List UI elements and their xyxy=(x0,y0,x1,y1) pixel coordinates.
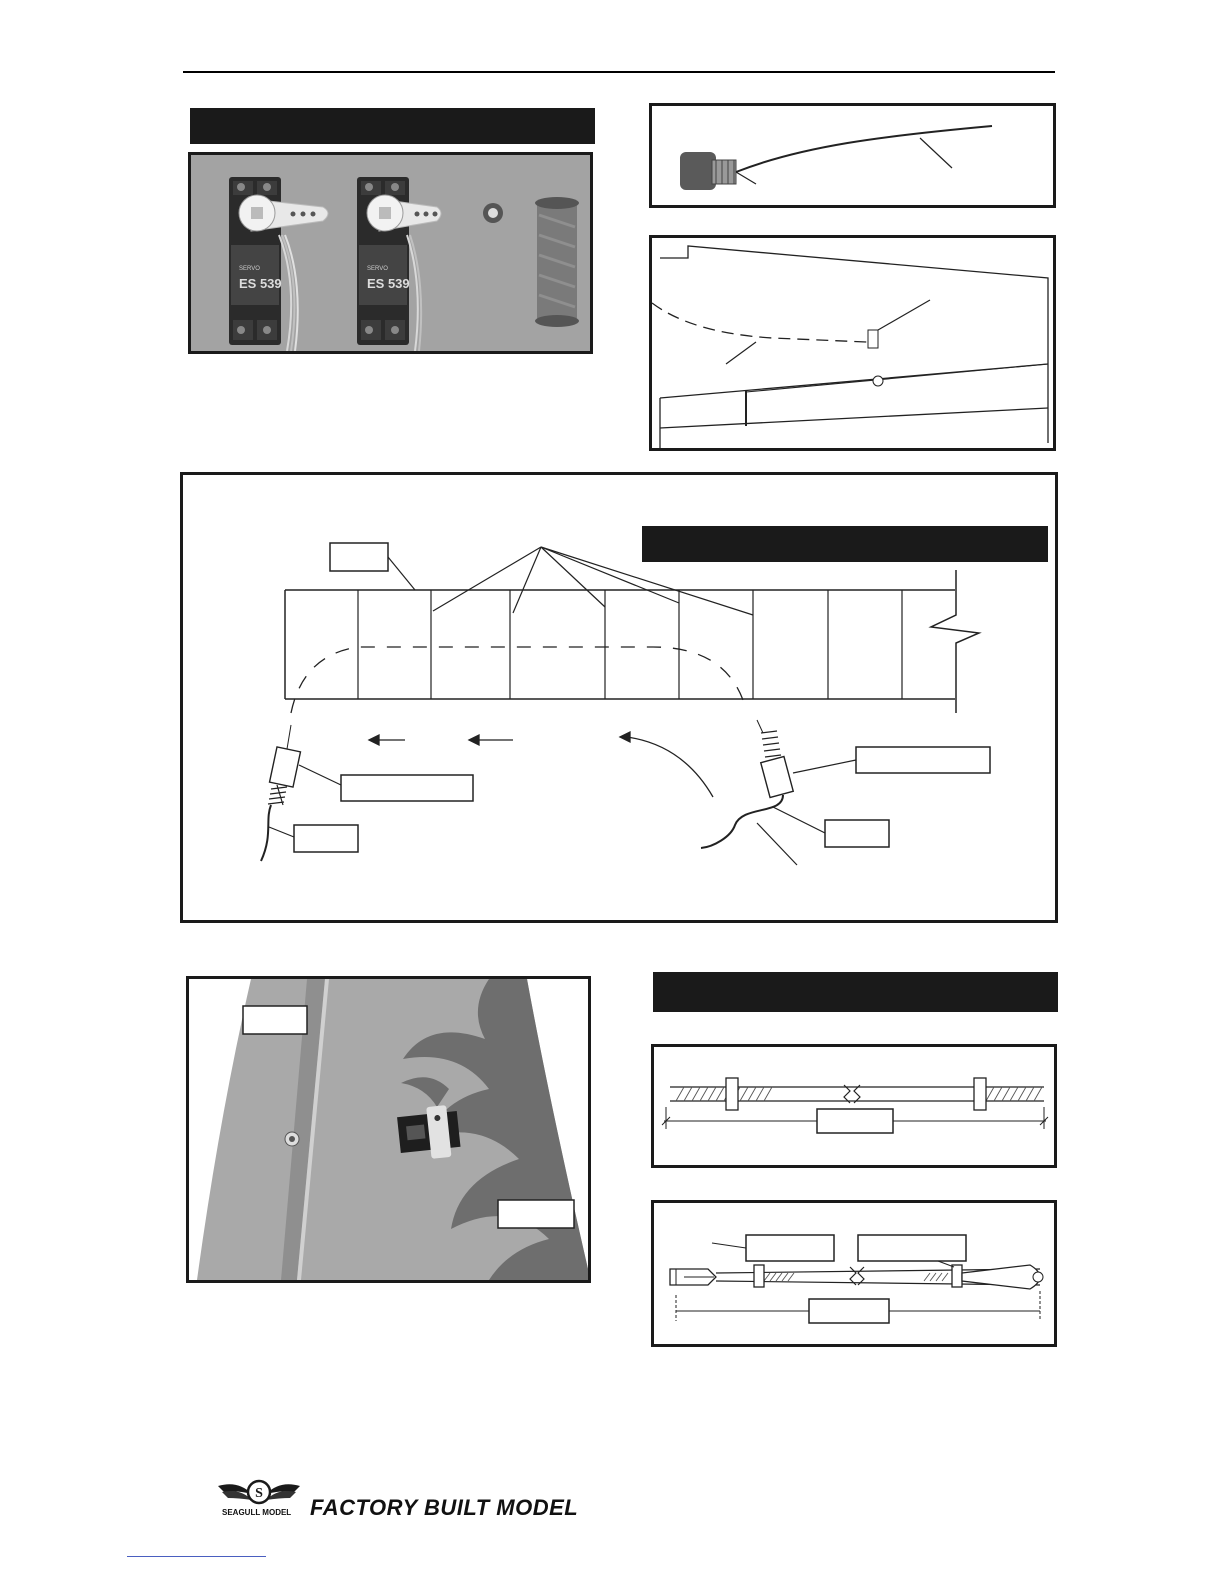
servo-parts-photo xyxy=(188,152,593,354)
seagull-logo-text: SEAGULL MODEL xyxy=(222,1508,292,1517)
threaded-rod-figure xyxy=(651,1044,1057,1168)
rib-label-box xyxy=(330,543,388,571)
footer-link-underline xyxy=(127,1556,266,1557)
svg-text:S: S xyxy=(255,1486,263,1501)
weighted-string-figure xyxy=(649,103,1056,208)
seagull-logo xyxy=(214,1472,304,1522)
left-string-label-box xyxy=(294,825,358,852)
svg-text:ES 539: ES 539 xyxy=(239,276,282,291)
header-rule xyxy=(183,71,1055,73)
clevis-pushrod-figure xyxy=(651,1200,1057,1347)
ribs-heading-bar xyxy=(642,526,1048,562)
nut-label-box xyxy=(858,1235,966,1261)
footer-brand: FACTORY BUILT MODEL xyxy=(310,1495,579,1520)
svg-text:SERVO: SERVO xyxy=(239,266,260,272)
svg-text:SERVO: SERVO xyxy=(367,266,388,272)
wing-ribs-threading-figure xyxy=(180,472,1058,923)
wing-photo-label-a xyxy=(243,1006,307,1034)
servo-arm-nut xyxy=(483,203,503,223)
wing-photo-label-b xyxy=(498,1200,574,1228)
pushrod-length-label-box xyxy=(809,1299,889,1323)
thread-spool xyxy=(535,197,579,327)
left-weight-label-box xyxy=(341,775,473,801)
parts-heading-bar xyxy=(190,108,595,144)
right-weight-label-box xyxy=(856,747,990,773)
pushrod-heading-bar xyxy=(653,972,1058,1012)
wing-servo-photo xyxy=(186,976,591,1283)
svg-text:ES 539: ES 539 xyxy=(367,276,410,291)
clevis-label-box xyxy=(746,1235,834,1261)
right-string-label-box xyxy=(825,820,889,847)
rod-length-label-box xyxy=(817,1109,893,1133)
wing-servo-bay-figure xyxy=(649,235,1056,451)
